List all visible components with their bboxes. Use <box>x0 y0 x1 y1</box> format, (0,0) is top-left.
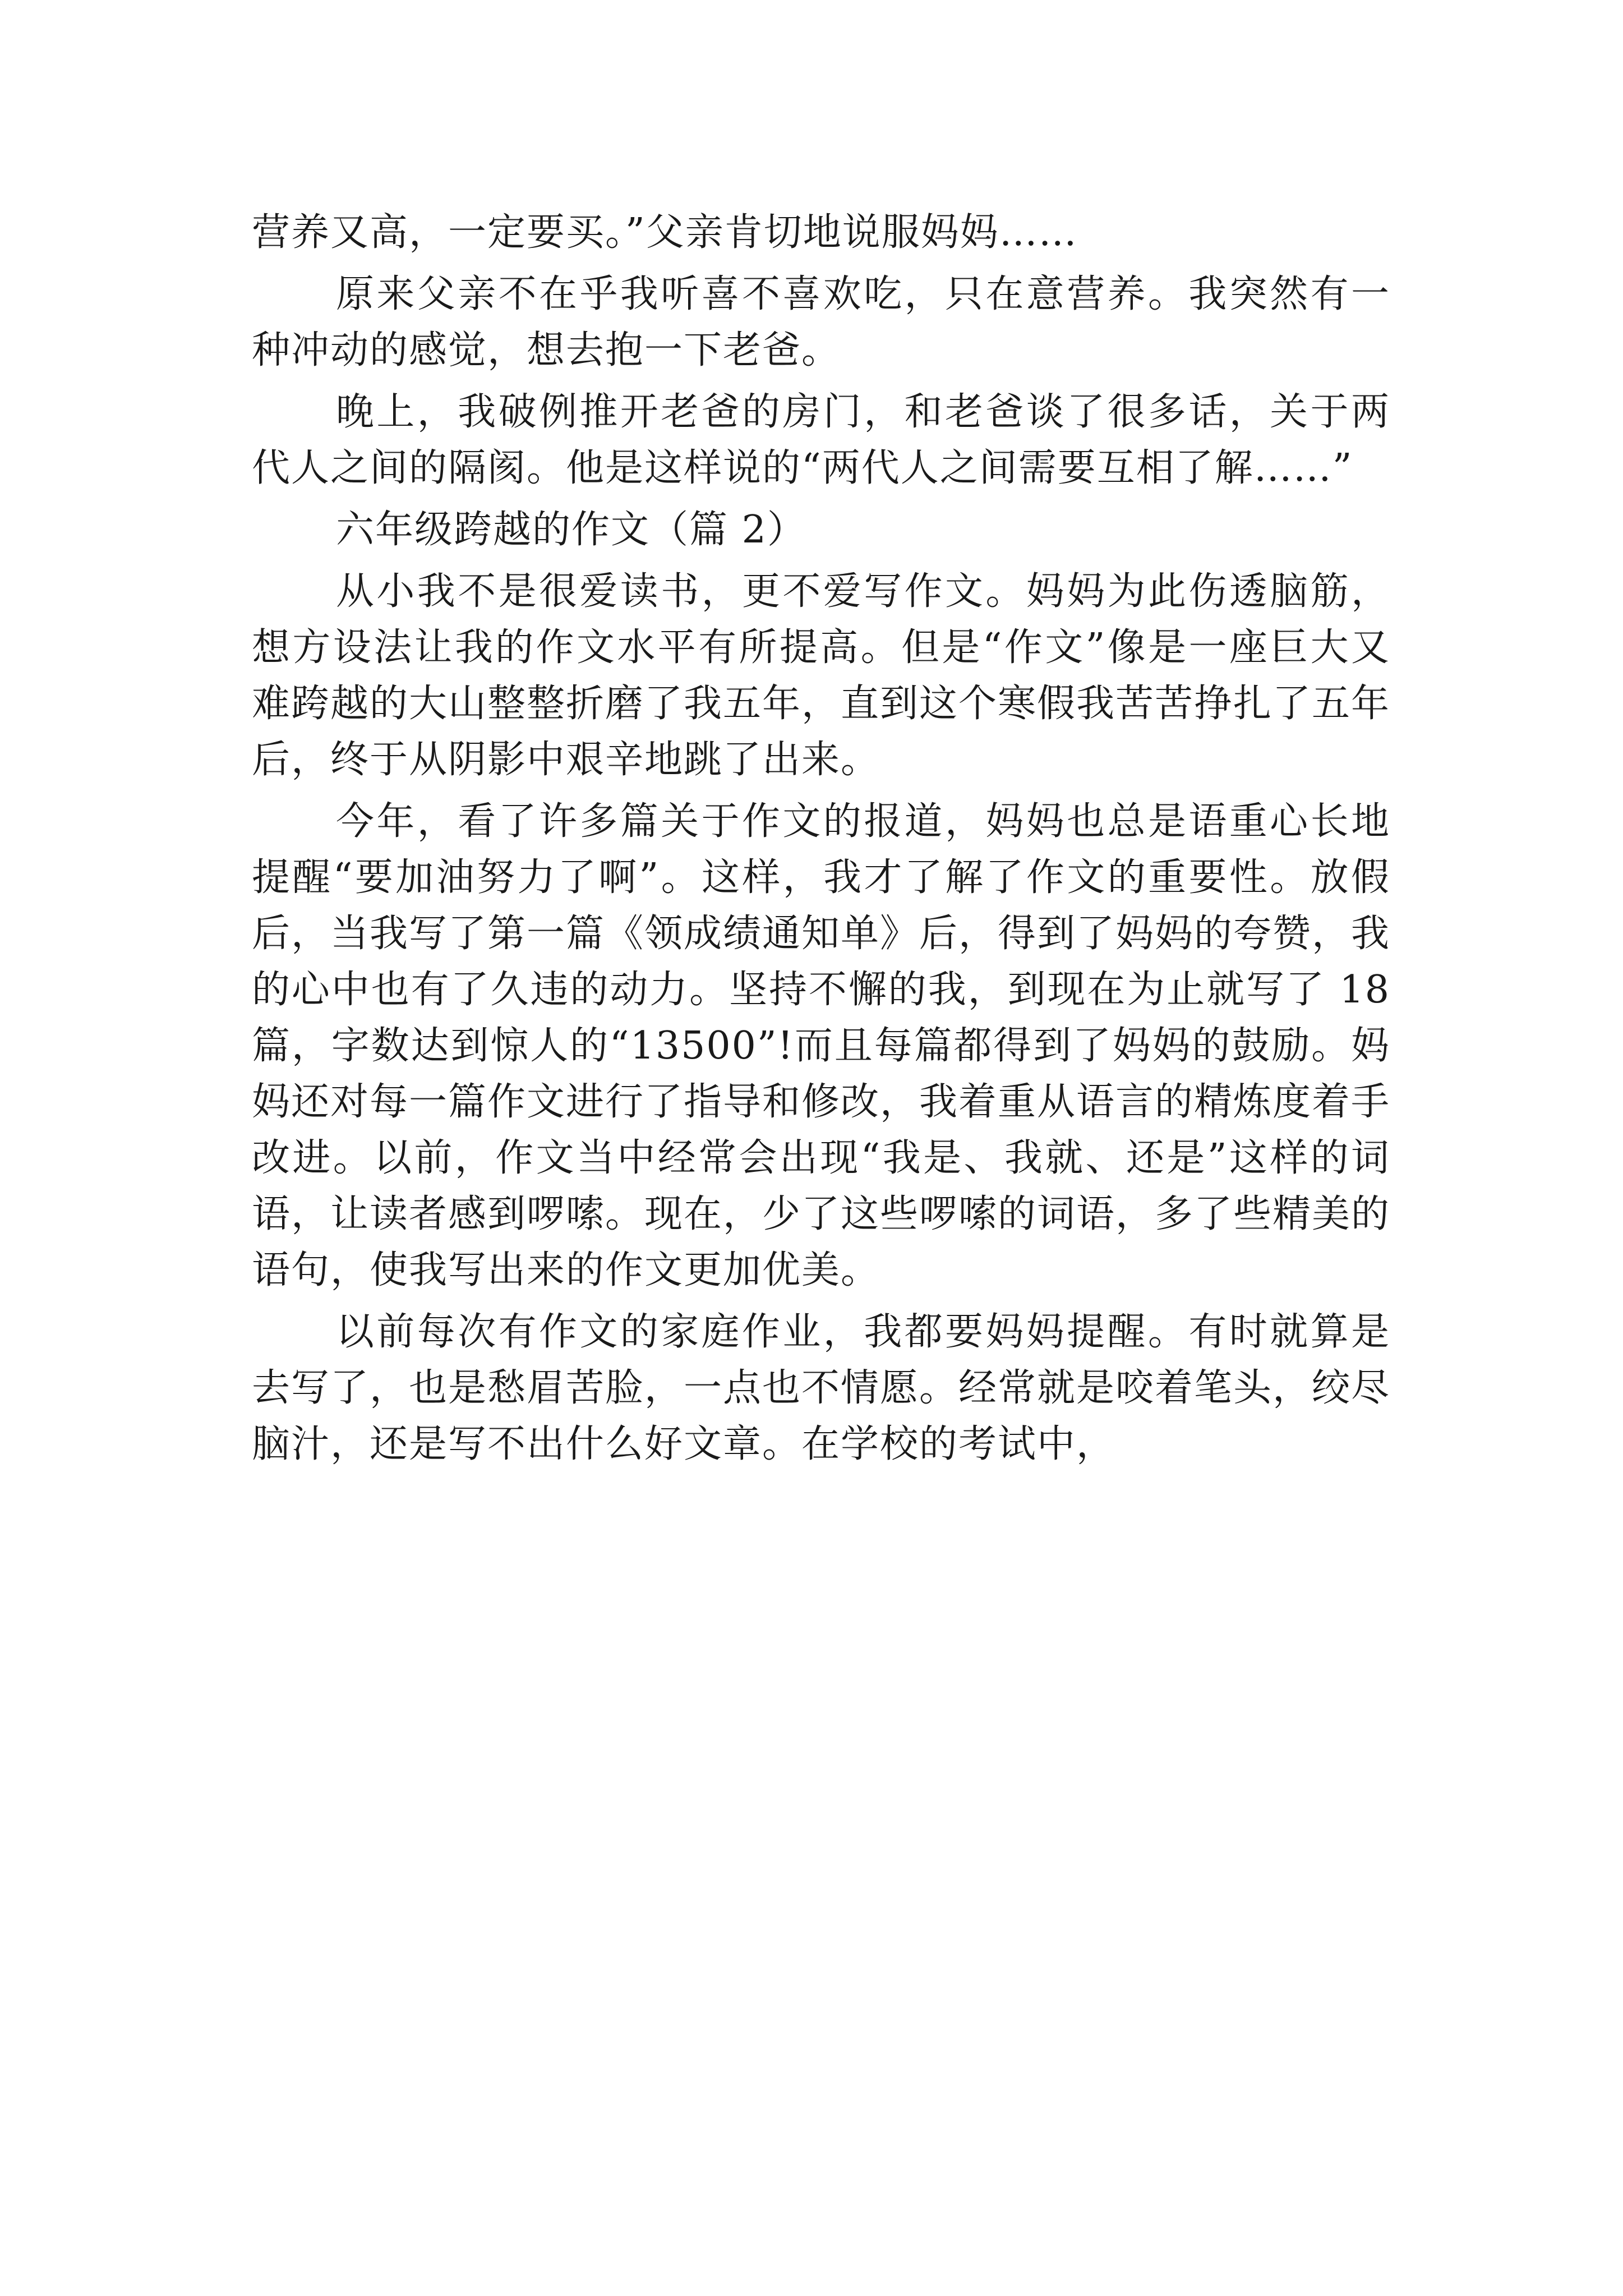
paragraph: 以前每次有作文的家庭作业，我都要妈妈提醒。有时就算是去写了，也是愁眉苦脸，一点也不情愿。经常就是咬着笔头，绞尽脑汁，还是写不出什么好文章。在学校的考试中， <box>252 1310 1391 1466</box>
section-heading: 六年级跨越的作文（篇 2） <box>336 508 806 552</box>
paragraph: 从小我不是很爱读书，更不爱写作文。妈妈为此伤透脑筋，想方设法让我的作文水平有所提高。但是“作文”像是一座巨大又难跨越的大山整整折磨了我五年，直到这个寒假我苦苦挣扎了五年后，终于从阴影中艰辛地跳了出来。 <box>252 569 1391 782</box>
paragraph: 晚上，我破例推开老爸的房门，和老爸谈了很多话，关于两代人之间的隔阂。他是这样说的“两代人之间需要互相了解……” <box>252 390 1390 490</box>
paragraph: 原来父亲不在乎我听喜不喜欢吃，只在意营养。我突然有一种冲动的感觉，想去抱一下老爸。 <box>252 272 1390 372</box>
document-body <box>252 205 1390 1478</box>
paragraph: 今年，看了许多篇关于作文的报道，妈妈也总是语重心长地提醒“要加油努力了啊”。这样，我才了解了作文的重要性。放假后，当我写了第一篇《领成绩通知单》后，得到了妈妈的夸赞，我的心中也有了久违的动力。坚持不懈的我，到现在为止就写了 18 篇，字数达到惊人的“13500”!而且每篇都得到了妈妈的鼓励。妈妈还对每一篇作文进行了指导和修改，我着重从语言的精炼度着手改进。以前，作文当中经常会出现“我是、我就、还是”这样的词语，让读者感到啰嗦。现在，少了这些啰嗦的词语，多了些精美的语句，使我写出来的作文更加优美。 <box>252 799 1391 1292</box>
paragraph-continuation: 营养又高，一定要买。”父亲肯切地说服妈妈…… <box>252 210 1078 255</box>
